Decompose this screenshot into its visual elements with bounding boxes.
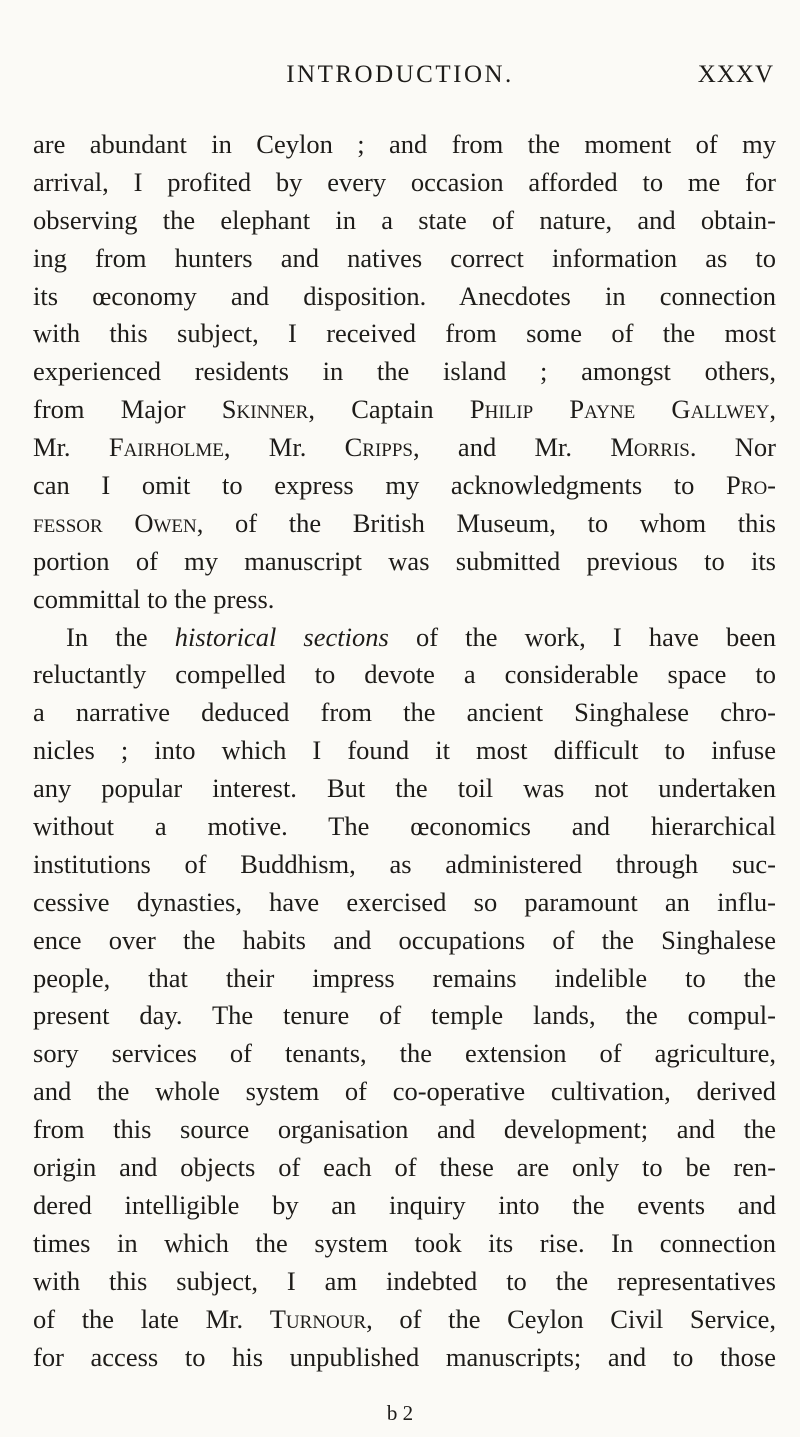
text-line (33, 429, 776, 467)
text-run: , of the Ceylon Civil Service, (366, 1303, 777, 1334)
paragraph-acknowledgments (33, 126, 776, 619)
text-line: cessive dynasties, have exercised so paramount an influ- (33, 886, 776, 917)
text-line: ence over the habits and occupations of the Singhalese (33, 924, 776, 955)
text-line (33, 1301, 776, 1339)
text-run: . Nor (689, 432, 776, 463)
text-line: with this subject, I received from some of the most (33, 318, 776, 349)
body-text (33, 126, 776, 1376)
text-line: sory services of tenants, the extension of agriculture, (33, 1038, 776, 1069)
person-name: Fairholme (108, 432, 224, 463)
text-line: people, that their impress remains indelible to the (33, 962, 776, 993)
text-line (33, 505, 776, 543)
text-line: are abundant in Ceylon ; and from the moment of my (33, 129, 776, 159)
paragraph-historical-sections (33, 619, 776, 1377)
text-run: of the work, I have been (388, 621, 776, 652)
text-line: for access to his unpublished manuscripts; and to those (33, 1341, 776, 1372)
text-line: portion of my manuscript was submitted previous to its (33, 545, 776, 576)
text-run: Mr. (33, 432, 109, 463)
text-run: , and Mr. (413, 432, 611, 463)
text-line: dered intelligible by an inquiry into the events and (33, 1189, 776, 1220)
person-name: Philip Payne Gallwey (469, 394, 770, 425)
text-run: , Mr. (223, 432, 345, 463)
text-run: of the late Mr. (33, 1303, 270, 1334)
text-line: reluctantly compelled to devote a considerable space to (33, 659, 776, 690)
text-line: institutions of Buddhism, as administered through suc- (33, 848, 776, 879)
text-run: , (769, 394, 776, 425)
running-title: INTRODUCTION. (286, 61, 514, 88)
text-line: times in which the system took its rise. In connection (33, 1227, 776, 1258)
text-run: In the (66, 621, 175, 652)
text-line: committal to the press. (33, 583, 275, 614)
page-number: XXXV (697, 61, 774, 88)
text-line: experienced residents in the island ; amongst others, (33, 356, 776, 387)
emphasis: historical sections (174, 621, 389, 652)
person-name: Skinner (221, 394, 309, 425)
person-name: Cripps (344, 432, 414, 463)
text-line (33, 467, 776, 505)
text-line: from this source organisation and development; and the (33, 1114, 776, 1145)
text-line: observing the elephant in a state of nature, and obtain- (33, 204, 776, 235)
text-run: , of the British Museum, to whom this (196, 507, 776, 538)
text-line (33, 619, 776, 657)
text-line: its œconomy and disposition. Anecdotes in connection (33, 280, 776, 311)
text-line: without a motive. The œconomics and hierarchical (33, 811, 776, 842)
text-line: a narrative deduced from the ancient Singhalese chro- (33, 697, 776, 728)
text-line: nicles ; into which I found it most difficult to infuse (33, 735, 776, 766)
person-name: fessor (33, 507, 103, 538)
text-line: and the whole system of co-operative cultivation, derived (33, 1076, 776, 1107)
person-name: Morris (610, 432, 690, 463)
text-line: any popular interest. But the toil was not undertaken (33, 773, 776, 804)
person-name: Owen (102, 507, 197, 538)
text-line: ing from hunters and natives correct information as to (33, 242, 776, 273)
text-run: can I omit to express my acknowledgments to (33, 470, 727, 501)
text-line: origin and objects of each of these are only to be ren- (33, 1152, 776, 1183)
signature-mark: b 2 (386, 1401, 414, 1425)
text-run: from Major (33, 394, 222, 425)
text-line: arrival, I profited by every occasion afforded to me for (33, 166, 776, 197)
person-name: Pro- (726, 470, 776, 501)
running-header (0, 58, 800, 92)
text-line (33, 391, 776, 429)
text-line: with this subject, I am indebted to the representatives (33, 1265, 776, 1296)
text-run: , Captain (308, 394, 470, 425)
person-name: Turnour (269, 1303, 367, 1334)
text-line: present day. The tenure of temple lands, the compul- (33, 1000, 776, 1031)
